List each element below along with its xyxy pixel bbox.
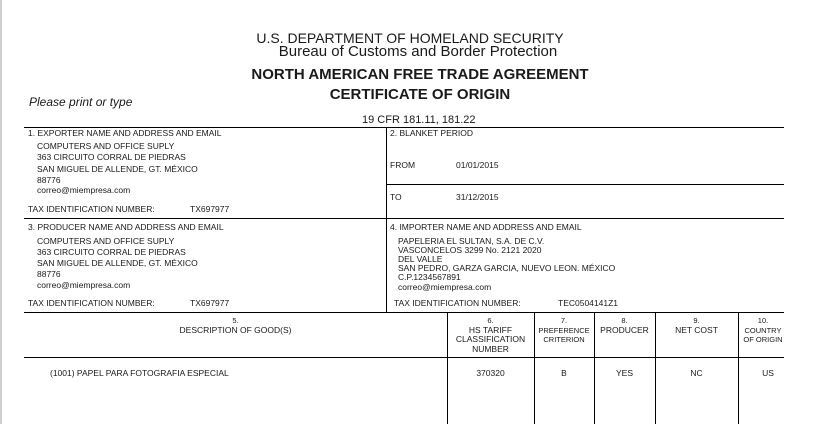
col-label: NET COST: [675, 324, 718, 335]
producer-line: 88776: [37, 269, 61, 279]
exporter-line: 363 CIRCUITO CORRAL DE PIEDRAS: [37, 152, 186, 162]
col-number: 7.: [560, 316, 568, 325]
producer-tax-label: TAX IDENTIFICATION NUMBER:: [28, 298, 155, 308]
col-label: DESCRIPTION OF GOOD(S): [179, 324, 292, 335]
exporter-label: 1. EXPORTER NAME AND ADDRESS AND EMAIL: [28, 128, 222, 138]
col-label: CLASSIFICATION: [455, 334, 526, 344]
col-label: HS TARIFF: [468, 324, 513, 335]
producer-line: 363 CIRCUITO CORRAL DE PIEDRAS: [37, 247, 186, 257]
col-label: CRITERION: [543, 335, 585, 344]
importer-tax-label: TAX IDENTIFICATION NUMBER:: [394, 298, 521, 308]
rule-table-header: [24, 357, 784, 358]
col-label: PREFERENCE: [538, 325, 590, 335]
blanket-from-value: 01/01/2015: [456, 160, 499, 170]
blanket-label: 2. BLANKET PERIOD: [390, 128, 473, 138]
col-label: OF ORIGIN: [743, 335, 783, 344]
importer-email: correo@miempresa.com: [398, 282, 492, 292]
producer-email: correo@miempresa.com: [37, 280, 131, 290]
col-number: 9.: [693, 316, 700, 325]
producer-tax-value: TX697977: [190, 298, 230, 308]
row-hs: 370320: [476, 368, 505, 378]
rule-mid: [24, 218, 784, 219]
col-producer-header: [594, 316, 655, 335]
blanket-to-label: TO: [390, 192, 402, 202]
cfr-reference: 19 CFR 181.11, 181.22: [362, 114, 476, 126]
exporter-email: correo@miempresa.com: [37, 185, 131, 195]
print-note: Please print or type: [29, 95, 133, 109]
rule-blanket-split: [387, 184, 784, 185]
document-subtitle: CERTIFICATE OF ORIGIN: [329, 86, 511, 103]
blanket-from-label: FROM: [390, 160, 416, 170]
rule-center: [386, 127, 387, 312]
col-description-header: [24, 316, 447, 335]
importer-tax-value: TEC0504141Z1: [558, 298, 619, 308]
exporter-line: COMPUTERS AND OFFICE SUPLY: [37, 141, 175, 151]
exporter-tax-label: TAX IDENTIFICATION NUMBER:: [28, 204, 155, 214]
col-number: 10.: [757, 316, 769, 325]
col-net-cost-header: [655, 316, 738, 335]
row-net-cost: NC: [690, 368, 703, 378]
page-edge: [0, 0, 2, 424]
department-name: U.S. DEPARTMENT OF HOMELAND SECURITY: [256, 30, 564, 46]
col-number: 8.: [621, 316, 628, 325]
col-label: COUNTRY: [744, 325, 782, 335]
producer-line: SAN MIGUEL DE ALLENDE, GT. MÉXICO: [37, 258, 198, 268]
producer-label: 3. PRODUCER NAME AND ADDRESS AND EMAIL: [28, 222, 224, 232]
col-number: 6.: [487, 316, 494, 325]
importer-label: 4. IMPORTER NAME AND ADDRESS AND EMAIL: [390, 222, 582, 232]
col-hs-header: [447, 316, 534, 354]
rule-table-top: [24, 312, 784, 313]
importer-line: PAPELERIA EL SULTAN, S.A. DE C.V.: [398, 236, 545, 246]
exporter-line: 88776: [37, 175, 61, 185]
exporter-line: SAN MIGUEL DE ALLENDE, GT. MÉXICO: [37, 164, 198, 174]
row-criterion: B: [561, 368, 567, 378]
importer-line: VASCONCELOS 3299 No. 2121 2020: [398, 245, 542, 255]
row-producer: YES: [615, 368, 633, 378]
importer-line: SAN PEDRO, GARZA GARCIA, NUEVO LEON. MÉXICO: [398, 263, 616, 273]
exporter-tax-value: TX697977: [190, 204, 230, 214]
row-description: (1001) PAPEL PARA FOTOGRAFIA ESPECIAL: [50, 368, 229, 378]
row-origin: US: [762, 368, 774, 378]
importer-line: DEL VALLE: [398, 254, 443, 264]
importer-line: C.P.1234567891: [398, 272, 461, 282]
producer-line: COMPUTERS AND OFFICE SUPLY: [37, 236, 175, 246]
blanket-to-value: 31/12/2015: [456, 192, 499, 202]
col-number: 5.: [232, 316, 239, 325]
col-criterion-header: [534, 316, 594, 345]
document-title: NORTH AMERICAN FREE TRADE AGREEMENT: [251, 66, 589, 83]
col-label: PRODUCER: [600, 324, 649, 335]
bureau-name: Bureau of Customs and Border Protection: [278, 43, 558, 60]
col-origin-header: [738, 316, 788, 345]
col-label: NUMBER: [472, 343, 509, 354]
